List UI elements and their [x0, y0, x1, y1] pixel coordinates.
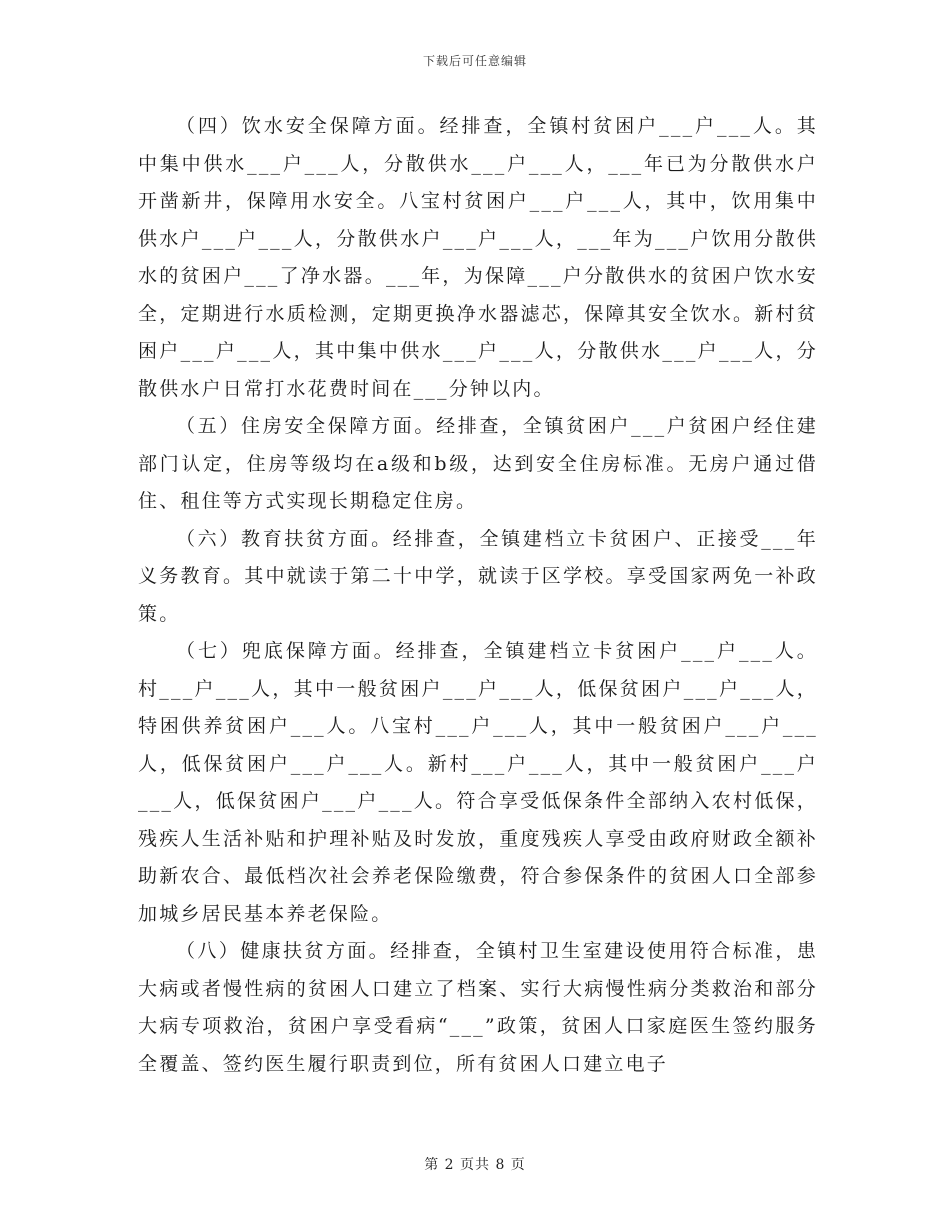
paragraph-health: （八）健康扶贫方面。经排查，全镇村卫生室建设使用符合标准，患大病或者慢性病的贫困人口建立了档案、实行大病慢性病分类救治和部分大病专项救治，贫困户享受看病“___”政策，贫困人口家庭医生签约服务全覆盖、签约医生履行职责到位，所有贫困人口建立电子 — [138, 940, 818, 1075]
document-body — [138, 108, 818, 1083]
paragraph-social-security: （七）兜底保障方面。经排查，全镇建档立卡贫困户___户___人。村___户___人，其中一般贫困户___户___人，低保贫困户___户___人，特困供养贫困户___人。八宝村___户___人，其中一般贫困户___户___人，低保贫困户___户___人。新村___户___人，其中一般贫困户___户___人，低保贫困户___户___人。符合享受低保条件全部纳入农村低保，残疾人生活补贴和护理补贴及时发放，重度残疾人享受由政府财政全额补助新农合、最低档次社会养老保险缴费，符合参保条件的贫困人口全部参加城乡居民基本养老保险。 — [138, 640, 818, 925]
paragraph-education: （六）教育扶贫方面。经排查，全镇建档立卡贫困户、正接受___年义务教育。其中就读于第二十中学，就读于区学校。享受国家两免一补政策。 — [138, 527, 818, 625]
paragraph-drinking-water: （四）饮水安全保障方面。经排查，全镇村贫困户___户___人。其中集中供水___户___人，分散供水___户___人，___年已为分散供水户开凿新井，保障用水安全。八宝村贫困户___户___人，其中，饮用集中供水户___户___人，分散供水户___户___人，___年为___户饮用分散供水的贫困户___了净水器。___年，为保障___户分散供水的贫困户饮水安全，定期进行水质检测，定期更换净水器滤芯，保障其安全饮水。新村贫困户___户___人，其中集中供水___户___人，分散供水___户___人，分散供水户日常打水花费时间在___分钟以内。 — [138, 115, 818, 400]
paragraph-housing: （五）住房安全保障方面。经排查，全镇贫困户___户贫困户经住建部门认定，住房等级均在a级和b级，达到安全住房标准。无房户通过借住、租住等方式实现长期稳定住房。 — [138, 415, 818, 512]
page-number: 第 2 页共 8 页 — [424, 1157, 526, 1173]
page-header: 下载后可任意编辑 — [422, 54, 527, 68]
